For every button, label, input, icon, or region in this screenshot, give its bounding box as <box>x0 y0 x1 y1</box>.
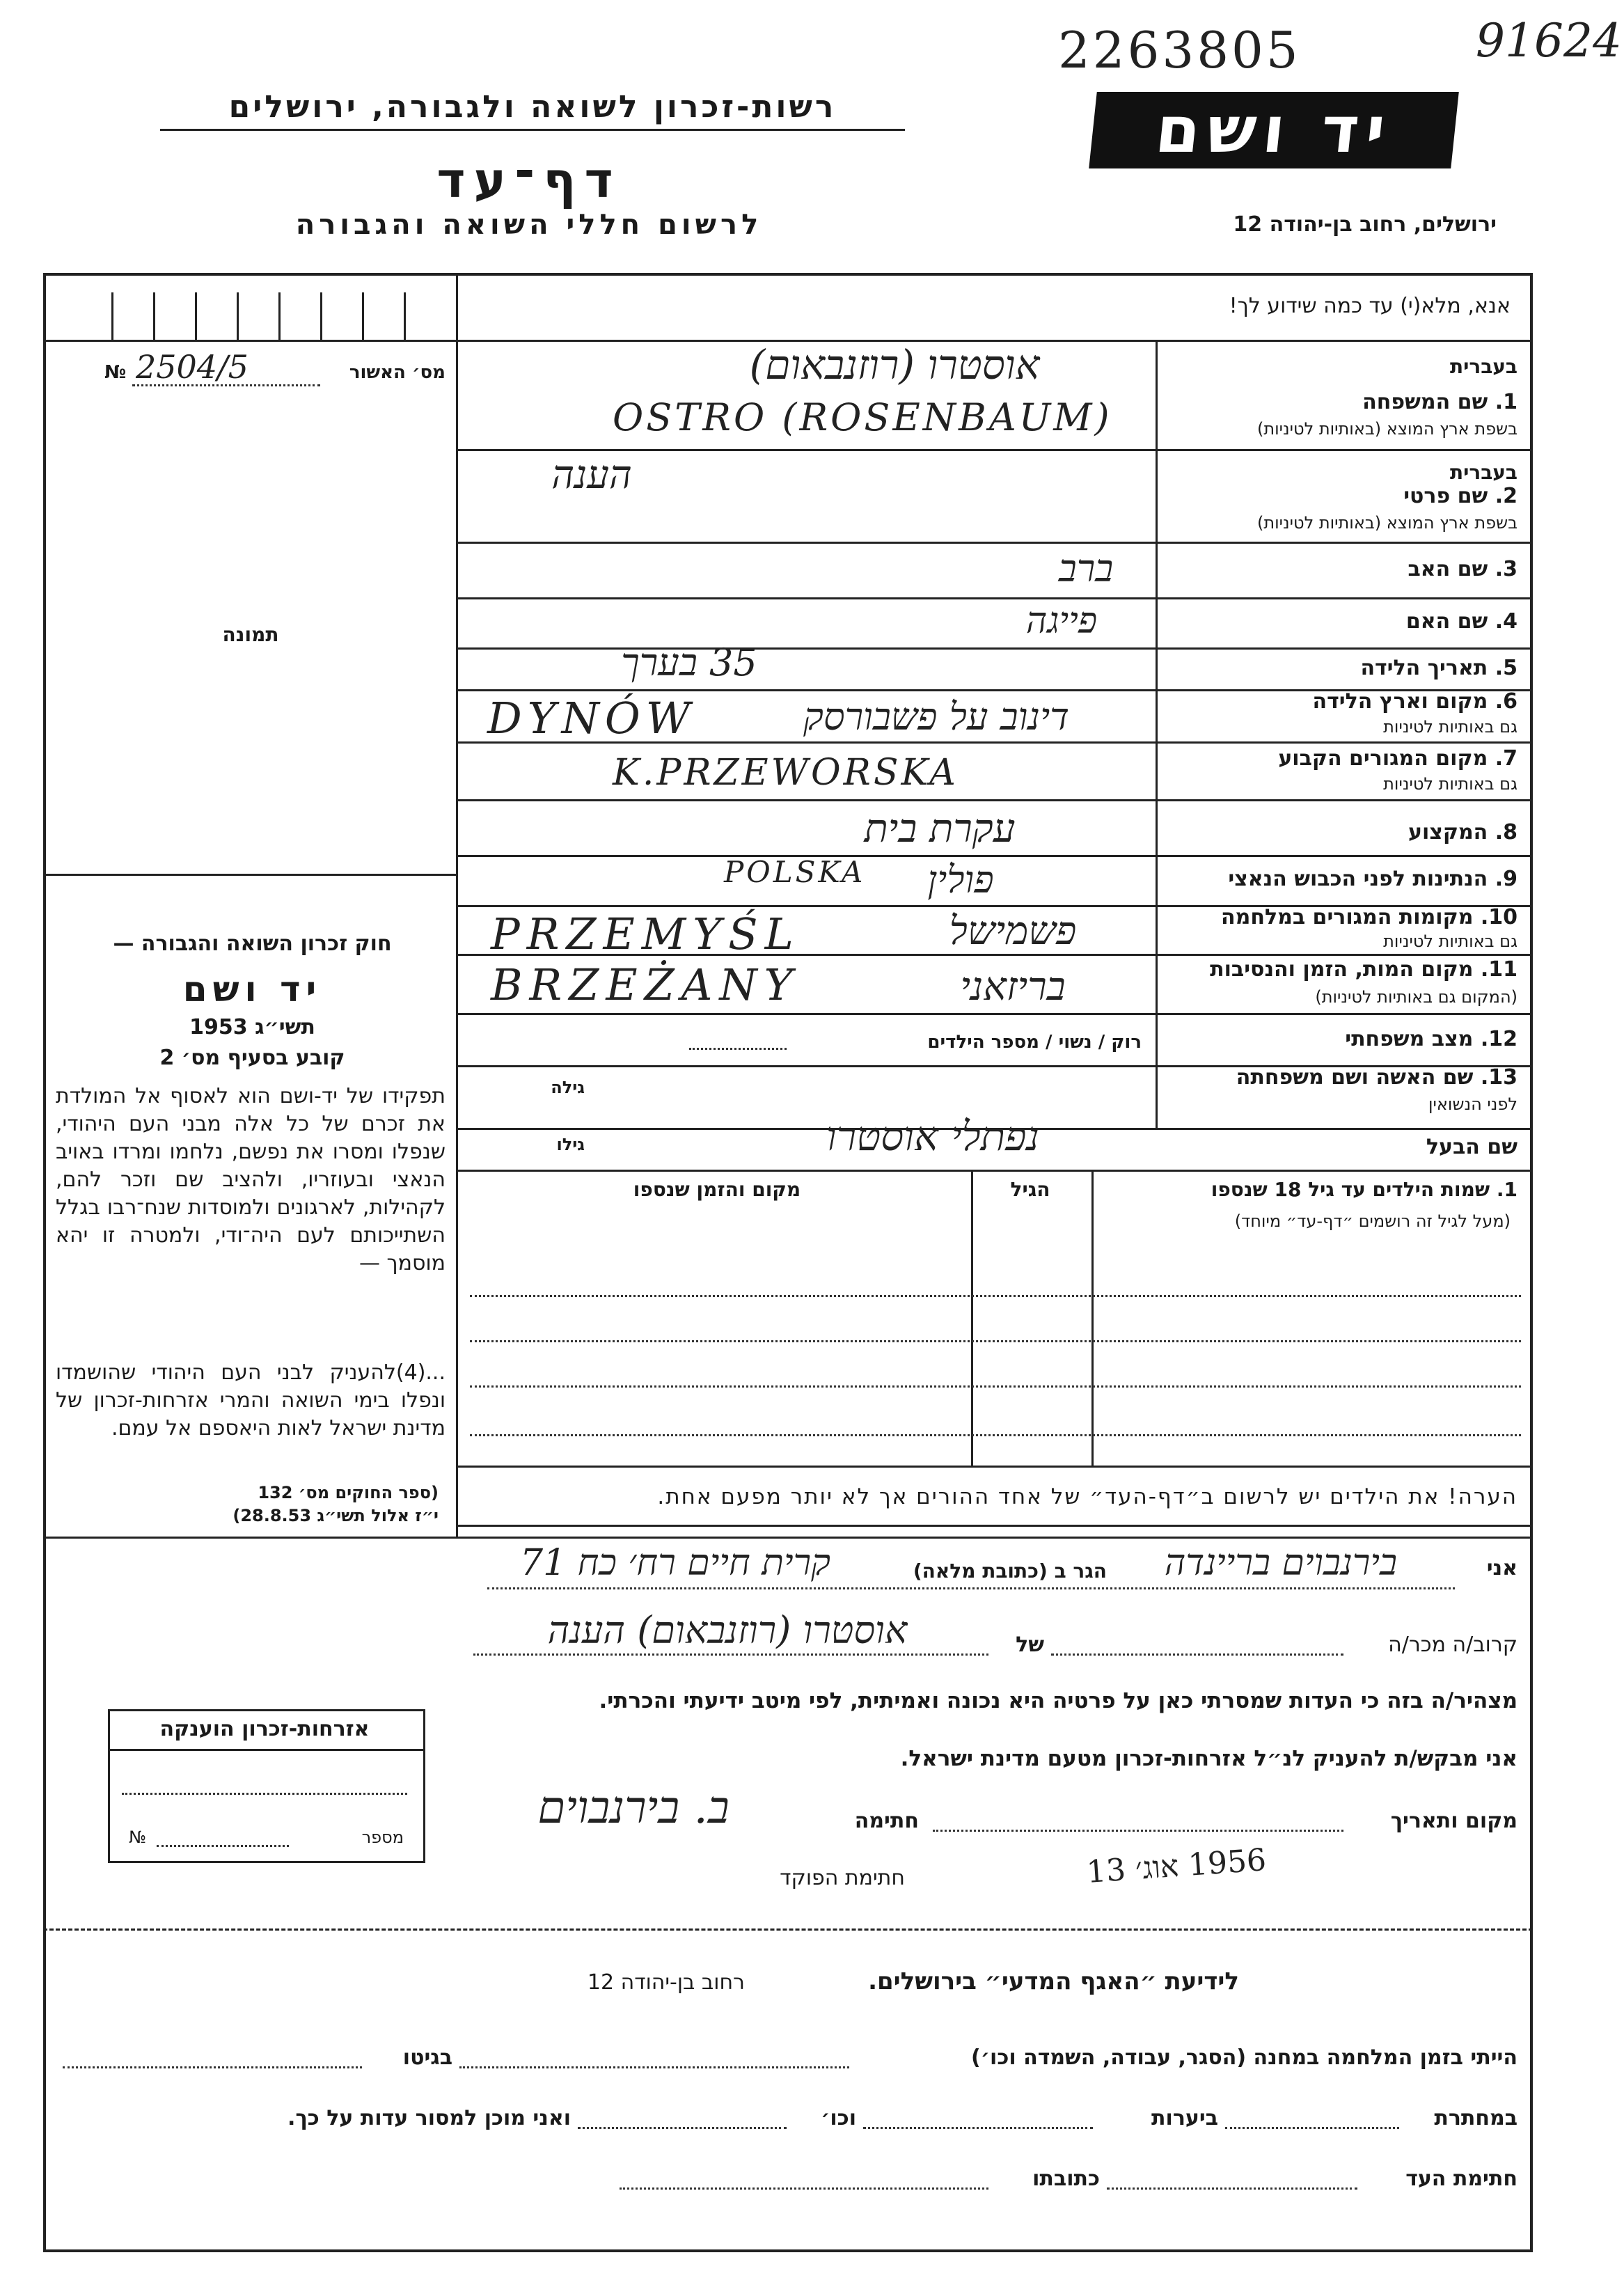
in-hebrew-2: בעברית <box>1449 461 1517 484</box>
row-divider <box>456 1013 1533 1015</box>
surname-latin: OSTRO (ROSENBAUM) <box>613 395 1112 439</box>
label-column-divider <box>1156 340 1158 1128</box>
children-count-dots <box>689 1048 787 1050</box>
logo-text: יד ושם <box>1152 93 1396 167</box>
birth-date: 35 בערך <box>621 641 757 684</box>
decl-relation-of: אוסטרו (רוזנבאום) הענה <box>547 1608 908 1652</box>
latin-note-1: בשפת ארץ המוצא (באותיות לטיניות) <box>1257 419 1517 439</box>
children-place-header: מקום והזמן שנספו <box>633 1178 801 1201</box>
signature-value: ב. בירנבוים <box>537 1782 730 1834</box>
decl-place-date: מקום ותאריך <box>1390 1809 1517 1833</box>
footer-row2-a: במחתרת <box>1434 2106 1517 2130</box>
decl-signature: חתימה <box>854 1809 919 1833</box>
footer-row3-b: כתובתו <box>1032 2167 1100 2191</box>
row-divider <box>456 799 1533 801</box>
nationality-latin: POLSKA <box>724 855 866 889</box>
children-names-note: (מעל לגיל זה רושמים ״דף-עד״ מיוחד) <box>1234 1211 1511 1231</box>
wife-age-label: גילה <box>551 1078 585 1097</box>
decl-officer: חתימת הפוקד <box>780 1866 905 1890</box>
in-hebrew-1: בעברית <box>1449 355 1517 378</box>
citizenship-no-mark: № <box>129 1828 146 1847</box>
citizenship-dots <box>122 1793 407 1795</box>
nationality-heb: פולין <box>927 858 994 902</box>
decl-dots-1 <box>487 1587 1455 1589</box>
family-status-options: רוק / נשוי / מספר הילדים <box>927 1032 1142 1053</box>
photo-label: תמונה <box>222 623 279 646</box>
law-body-2: ...(4)להעניק לבני העם היהודי שהושמדו ונפלו בימי השואה והמרי אזרחות-זכרון של מדינת ישראל לאות היאספם אל עמם. <box>56 1360 446 1440</box>
label-nationality: 9. הנתינות לפני הכבוש הנאצי <box>1228 867 1517 891</box>
footer-dots-7 <box>620 2187 988 2190</box>
footer-dots-2 <box>63 2066 362 2068</box>
footer-row1-a: הייתי בזמן המלחמה במחנה (הסגר, עבודה, השמדה וכו׳) <box>971 2045 1517 2070</box>
footer-row2-b: ביערות <box>1151 2106 1218 2130</box>
footer-row2-c: וכו׳ <box>821 2106 856 2130</box>
death-heb: בריזאני <box>960 964 1066 1010</box>
label-family-status: 12. מצב משפחתי <box>1345 1027 1517 1051</box>
child-row <box>470 1434 1521 1436</box>
footer-dots-3 <box>1225 2127 1399 2129</box>
footer-dots-6 <box>1107 2187 1357 2190</box>
law-title: חוק זכרון השואה והגבורה — <box>113 932 392 956</box>
authority-name: רשות-זכרון לשואה ולגבורה, ירושלים <box>160 89 905 131</box>
decl-i-am: אני <box>1486 1556 1517 1580</box>
form-subtitle: לרשום חללי השואה והגבורה <box>295 209 763 241</box>
children-col-divider <box>971 1170 973 1466</box>
husband-age-label: גילו <box>556 1135 585 1154</box>
photo-bottom <box>43 874 456 876</box>
profession: עקרת בית <box>864 806 1016 851</box>
label-wartime: 10. מקומות המגורים במלחמה <box>1221 905 1517 929</box>
decl-line-4: אני מבקש/ת להעניק לנ״ל אזרחות-זכרון מטעם מדינת ישראל. <box>900 1746 1517 1771</box>
decl-line-3: מצהיר/ה בזה כי העדות שמסרתי כאן על פרטיה היא נכונה ואמיתית, לפי מיטב ידיעתי והכרתי. <box>599 1688 1517 1713</box>
footer-row3-a: חתימת העד <box>1405 2167 1517 2191</box>
row-divider <box>456 855 1533 857</box>
label-wife: 13. שם האשה ושם משפחתה <box>1236 1065 1517 1090</box>
birthplace-latin: DYNÓW <box>487 693 696 744</box>
label-mother: 4. שם האם <box>1405 609 1517 634</box>
footer-dots-4 <box>863 2127 1093 2129</box>
approval-dots <box>132 384 320 386</box>
form-title: דף־עד <box>436 152 622 209</box>
law-year: תשי״ג 1953 <box>189 1015 315 1039</box>
instruction: אנא, מלא(י) עד כמה שידוע לך! <box>1229 294 1511 318</box>
father-name: ברב <box>1058 547 1114 590</box>
archive-number: 2263805 <box>1058 21 1301 79</box>
law-body: תפקידו של יד-ושם הוא לאסוף אל המולדת את זכרם של כל אלה מבני העם היהודי, שנפלו ומסרו את נפשם, נלחמו ומרדו באויב הנאצי ובעוזריו, ולהציב שם וזכר להם, לקהילות, לארגונים ולמוסדות שנח־רבו בגלל השתייכותם לעם היה־ודי, ולמטרה זו יהא מוסמך — <box>56 1084 446 1275</box>
children-note: הערה! את הילדים יש לרשום ב״דף-העד״ של אחד ההורים אך לא יותר מפעם אחת. <box>657 1484 1517 1509</box>
corner-number: 91624 <box>1476 14 1622 68</box>
children-names-header: 1. שמות הילדים עד גיל 18 שנספו <box>1211 1178 1517 1201</box>
declarant-address: קרית חיים רח׳ כח 71 <box>519 1542 830 1584</box>
latin-note-10: גם באותיות לטיניות <box>1383 932 1517 951</box>
label-surname: 1. שם המשפחה <box>1362 390 1517 414</box>
latin-note-6: גם באותיות לטיניות <box>1383 717 1517 737</box>
latin-note-11: (המקום גם באותיות לטיניות) <box>1315 987 1517 1007</box>
tick-row <box>111 292 446 340</box>
citizenship-number-dots <box>157 1845 289 1847</box>
law-name: יד ושם <box>182 969 322 1010</box>
approval-number: 2504/5 <box>136 348 249 386</box>
first-name: הענה <box>551 453 632 498</box>
row-divider <box>456 597 1533 599</box>
footer-dots-5 <box>578 2127 787 2129</box>
child-row <box>470 1385 1521 1388</box>
label-birth-date: 5. תאריך הלידה <box>1360 656 1517 680</box>
wartime-latin: PRZEMYŚL <box>491 909 801 959</box>
residence-latin: K.PRZEWORSKA <box>613 752 959 794</box>
citizenship-number-label: מספר <box>361 1828 404 1847</box>
child-row <box>470 1295 1521 1297</box>
latin-note-7: גם באותיות לטיניות <box>1383 774 1517 794</box>
decl-dots-3 <box>473 1653 988 1656</box>
children-col-divider <box>1091 1170 1094 1466</box>
law-source: (ספר החוקים מס׳ 132 <box>258 1483 439 1502</box>
birthplace-heb: דינוב על פשבורסק <box>803 695 1070 739</box>
label-birth-place: 6. מקום וארץ הלידה <box>1312 689 1517 714</box>
footer-dots-1 <box>459 2066 849 2068</box>
law-clause: קובע בסעיף מס׳ 2 <box>159 1046 345 1070</box>
approval-label: מס׳ האשור <box>349 362 446 383</box>
wartime-heb: פשמישל <box>949 909 1077 954</box>
yad-vashem-logo <box>1089 92 1459 168</box>
decl-dots-2 <box>1051 1653 1343 1656</box>
header-address: ירושלים, רחוב בן-יהודה 12 <box>1233 212 1497 237</box>
footer-divider <box>43 1929 1533 1931</box>
sidebar-divider-top <box>43 340 456 342</box>
label-first-name: 2. שם פרטי <box>1403 484 1517 508</box>
law-source-date: י״ז אלול תשי״ג 28.8.53) <box>232 1506 439 1525</box>
citizenship-title: אזרחות-זכרון הוענקה <box>159 1717 370 1741</box>
approval-no-mark: № <box>104 362 127 383</box>
label-residence: 7. מקום המגורים הקבוע <box>1278 746 1517 771</box>
decl-dots-4 <box>933 1830 1343 1832</box>
footer-title: לידיעת ״האגף המדעי״ בירושלים. <box>868 1967 1239 1995</box>
footer-row1-b: בגיטו <box>402 2045 452 2070</box>
children-age-header: הגיל <box>1010 1178 1050 1201</box>
date-stamp: 1956 אוג׳ 13 <box>1085 1842 1268 1890</box>
label-death: 11. מקום המות, הזמן והנסיבות <box>1210 957 1517 982</box>
row-divider <box>456 449 1533 451</box>
surname-heb: אוסטרו (רוזנבאום) <box>749 341 1040 388</box>
mother-name: פייגה <box>1025 600 1098 642</box>
row-divider <box>456 1170 1533 1172</box>
footer-row2-d: ואני מוכן למסור עדות על כך. <box>287 2106 571 2130</box>
label-wife-note: לפני הנשואין <box>1428 1094 1517 1114</box>
child-row <box>470 1340 1521 1342</box>
row-divider <box>456 1525 1533 1527</box>
decl-residing: הגר ב (כתובת מלאה) <box>913 1560 1107 1582</box>
death-latin: BRZEŻANY <box>491 959 800 1010</box>
row-divider <box>456 542 1533 544</box>
husband-name: נפתלי אוסטרו <box>826 1113 1040 1160</box>
footer-address: רחוב בן-יהודה 12 <box>587 1970 745 1995</box>
declarant-name: בירנבוים בריינדה <box>1164 1542 1398 1584</box>
decl-of: של <box>1016 1633 1044 1657</box>
section-divider <box>43 1537 1533 1539</box>
decl-relative: קרוב/ה מכר/ה <box>1388 1633 1517 1657</box>
citizenship-title-rule <box>108 1749 423 1751</box>
label-husband: שם הבעל <box>1426 1135 1517 1159</box>
latin-note-2: בשפת ארץ המוצא (באותיות לטיניות) <box>1257 513 1517 533</box>
label-father: 3. שם האב <box>1408 557 1517 581</box>
label-profession: 8. המקצוע <box>1408 820 1517 845</box>
row-divider <box>456 1466 1533 1468</box>
